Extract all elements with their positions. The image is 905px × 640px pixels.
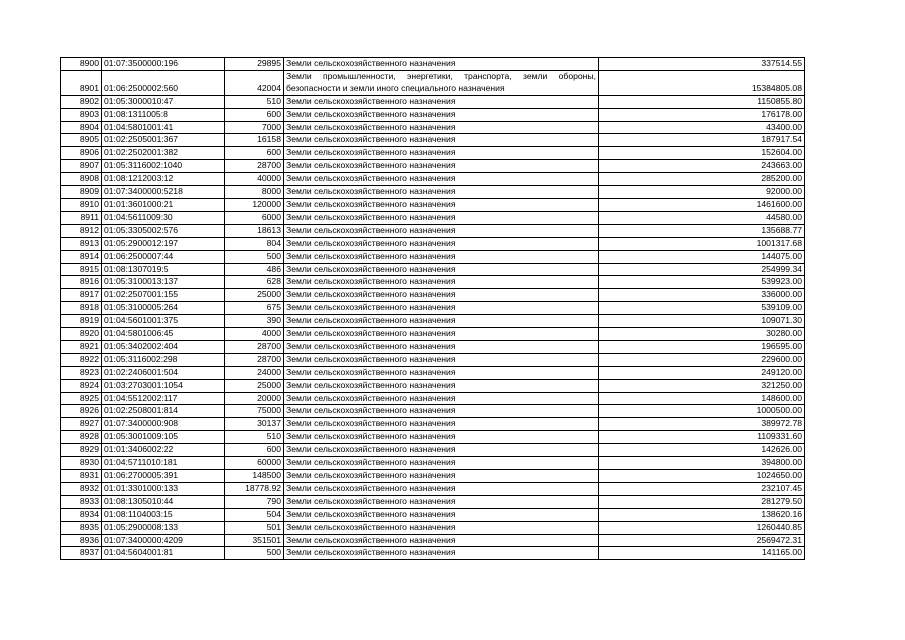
area-cell: 18778.92	[225, 482, 284, 495]
area-cell: 18613	[225, 224, 284, 237]
table-row	[61, 328, 805, 341]
table-row	[61, 495, 805, 508]
land-category-cell: Земли сельскохозяйственного назначения	[284, 495, 599, 508]
area-cell: 390	[225, 315, 284, 328]
cadastral-number-cell: 01:05:3402002:404	[102, 340, 225, 353]
table-body	[61, 58, 805, 560]
row-number-cell: 8936	[61, 534, 102, 547]
area-cell: 30137	[225, 418, 284, 431]
area-cell: 29895	[225, 58, 284, 71]
area-cell: 500	[225, 250, 284, 263]
cadastral-number-cell: 01:02:2508001:814	[102, 405, 225, 418]
row-number-cell: 8937	[61, 547, 102, 560]
cadastral-number-cell: 01:04:5801006:45	[102, 328, 225, 341]
row-number-cell: 8900	[61, 58, 102, 71]
land-category-cell: Земли сельскохозяйственного назначения	[284, 379, 599, 392]
land-category-cell: Земли сельскохозяйственного назначения	[284, 160, 599, 173]
cadastral-value-cell: 232107.45	[599, 482, 805, 495]
area-cell: 28700	[225, 160, 284, 173]
land-category-cell: Земли сельскохозяйственного назначения	[284, 353, 599, 366]
cadastral-number-cell: 01:05:3100005:264	[102, 302, 225, 315]
area-cell: 351501	[225, 534, 284, 547]
row-number-cell: 8932	[61, 482, 102, 495]
cadastral-number-cell: 01:05:3000010:47	[102, 95, 225, 108]
row-number-cell: 8913	[61, 237, 102, 250]
cadastral-number-cell: 01:01:3601000:21	[102, 198, 225, 211]
area-cell: 24000	[225, 366, 284, 379]
cadastral-value-cell: 138620.16	[599, 508, 805, 521]
cadastral-value-cell: 254999.34	[599, 263, 805, 276]
row-number-cell: 8927	[61, 418, 102, 431]
table-row	[61, 95, 805, 108]
area-cell: 510	[225, 95, 284, 108]
table-row	[61, 276, 805, 289]
land-category-cell: Земли сельскохозяйственного назначения	[284, 470, 599, 483]
cadastral-value-cell: 1001317.68	[599, 237, 805, 250]
land-category-cell: Земли сельскохозяйственного назначения	[284, 392, 599, 405]
cadastral-value-cell: 336000.00	[599, 289, 805, 302]
table-row	[61, 547, 805, 560]
area-cell: 486	[225, 263, 284, 276]
cadastral-value-cell: 148600.00	[599, 392, 805, 405]
cadastral-number-cell: 01:06:2700005:391	[102, 470, 225, 483]
land-category-cell: Земли сельскохозяйственного назначения	[284, 302, 599, 315]
area-cell: 60000	[225, 457, 284, 470]
cadastral-value-cell: 109071.30	[599, 315, 805, 328]
area-cell: 6000	[225, 211, 284, 224]
cadastral-number-cell: 01:05:3116002:298	[102, 353, 225, 366]
cadastral-number-cell: 01:04:5604001:81	[102, 547, 225, 560]
row-number-cell: 8924	[61, 379, 102, 392]
land-category-cell: Земли сельскохозяйственного назначения	[284, 95, 599, 108]
row-number-cell: 8911	[61, 211, 102, 224]
cadastral-number-cell: 01:05:3305002:576	[102, 224, 225, 237]
table-row	[61, 534, 805, 547]
table-row	[61, 405, 805, 418]
land-category-cell: Земли сельскохозяйственного назначения	[284, 315, 599, 328]
table-row	[61, 108, 805, 121]
land-category-cell: Земли сельскохозяйственного назначения	[284, 405, 599, 418]
cadastral-number-cell: 01:02:2406001:504	[102, 366, 225, 379]
area-cell: 25000	[225, 379, 284, 392]
area-cell: 8000	[225, 186, 284, 199]
area-cell: 75000	[225, 405, 284, 418]
table-row	[61, 147, 805, 160]
cadastral-value-cell: 249120.00	[599, 366, 805, 379]
land-category-cell: Земли сельскохозяйственного назначения	[284, 340, 599, 353]
cadastral-value-cell: 1461600.00	[599, 198, 805, 211]
area-cell: 7000	[225, 121, 284, 134]
table-row	[61, 353, 805, 366]
cadastral-value-cell: 1150855.80	[599, 95, 805, 108]
table-row	[61, 482, 805, 495]
cadastral-number-cell: 01:08:1311005:8	[102, 108, 225, 121]
cadastral-value-cell: 142626.00	[599, 444, 805, 457]
table-row	[61, 315, 805, 328]
table-row	[61, 418, 805, 431]
row-number-cell: 8930	[61, 457, 102, 470]
row-number-cell: 8908	[61, 173, 102, 186]
cadastral-value-cell: 2569472.31	[599, 534, 805, 547]
table-row	[61, 134, 805, 147]
land-category-cell: Земли сельскохозяйственного назначения	[284, 198, 599, 211]
table-row	[61, 186, 805, 199]
table-row	[61, 70, 805, 95]
row-number-cell: 8923	[61, 366, 102, 379]
cadastral-value-cell: 539109.00	[599, 302, 805, 315]
row-number-cell: 8920	[61, 328, 102, 341]
cadastral-number-cell: 01:04:5512002:117	[102, 392, 225, 405]
cadastral-number-cell: 01:01:3406002:22	[102, 444, 225, 457]
area-cell: 20000	[225, 392, 284, 405]
row-number-cell: 8928	[61, 431, 102, 444]
land-category-cell: Земли сельскохозяйственного назначения	[284, 224, 599, 237]
row-number-cell: 8925	[61, 392, 102, 405]
land-plots-table	[60, 57, 805, 560]
cadastral-value-cell: 389972.78	[599, 418, 805, 431]
cadastral-value-cell: 141165.00	[599, 547, 805, 560]
area-cell: 28700	[225, 353, 284, 366]
table-row	[61, 58, 805, 71]
land-category-cell: Земли сельскохозяйственного назначения	[284, 237, 599, 250]
cadastral-value-cell: 539923.00	[599, 276, 805, 289]
land-category-cell: Земли сельскохозяйственного назначения	[284, 328, 599, 341]
cadastral-number-cell: 01:08:1212003:12	[102, 173, 225, 186]
cadastral-value-cell: 15384805.08	[599, 70, 805, 95]
cadastral-number-cell: 01:05:2900008:133	[102, 521, 225, 534]
area-cell: 25000	[225, 289, 284, 302]
land-category-cell: Земли сельскохозяйственного назначения	[284, 534, 599, 547]
row-number-cell: 8933	[61, 495, 102, 508]
land-category-cell: Земли сельскохозяйственного назначения	[284, 457, 599, 470]
land-category-cell: Земли сельскохозяйственного назначения	[284, 58, 599, 71]
land-category-cell: Земли сельскохозяйственного назначения	[284, 250, 599, 263]
cadastral-value-cell: 144075.00	[599, 250, 805, 263]
cadastral-number-cell: 01:02:2507001:155	[102, 289, 225, 302]
table-row	[61, 521, 805, 534]
cadastral-number-cell: 01:02:2502001:382	[102, 147, 225, 160]
row-number-cell: 8914	[61, 250, 102, 263]
land-category-cell: Земли сельскохозяйственного назначения	[284, 173, 599, 186]
cadastral-number-cell: 01:04:5801001:41	[102, 121, 225, 134]
area-cell: 600	[225, 147, 284, 160]
cadastral-value-cell: 1000500.00	[599, 405, 805, 418]
table-row	[61, 508, 805, 521]
row-number-cell: 8905	[61, 134, 102, 147]
cadastral-number-cell: 01:02:2505001:367	[102, 134, 225, 147]
land-category-cell: Земли сельскохозяйственного назначения	[284, 121, 599, 134]
table-row	[61, 250, 805, 263]
row-number-cell: 8907	[61, 160, 102, 173]
cadastral-value-cell: 321250.00	[599, 379, 805, 392]
cadastral-value-cell: 92000.00	[599, 186, 805, 199]
row-number-cell: 8906	[61, 147, 102, 160]
table-row	[61, 198, 805, 211]
row-number-cell: 8926	[61, 405, 102, 418]
land-category-cell: Земли сельскохозяйственного назначения	[284, 134, 599, 147]
cadastral-value-cell: 285200.00	[599, 173, 805, 186]
land-category-cell: Земли промышленности, энергетики, транспорта, земли обороны, безопасности и земли иного специального назначения	[284, 70, 599, 95]
cadastral-number-cell: 01:07:3400000:908	[102, 418, 225, 431]
cadastral-number-cell: 01:08:1305010:44	[102, 495, 225, 508]
cadastral-value-cell: 187917.54	[599, 134, 805, 147]
table-row	[61, 237, 805, 250]
cadastral-value-cell: 43400.00	[599, 121, 805, 134]
cadastral-number-cell: 01:04:5601001:375	[102, 315, 225, 328]
land-category-cell: Земли сельскохозяйственного назначения	[284, 263, 599, 276]
table-row	[61, 289, 805, 302]
row-number-cell: 8921	[61, 340, 102, 353]
row-number-cell: 8901	[61, 70, 102, 95]
cadastral-value-cell: 1260440.85	[599, 521, 805, 534]
land-category-cell: Земли сельскохозяйственного назначения	[284, 418, 599, 431]
cadastral-value-cell: 152604.00	[599, 147, 805, 160]
area-cell: 804	[225, 237, 284, 250]
area-cell: 600	[225, 444, 284, 457]
land-category-cell: Земли сельскохозяйственного назначения	[284, 547, 599, 560]
row-number-cell: 8909	[61, 186, 102, 199]
row-number-cell: 8929	[61, 444, 102, 457]
row-number-cell: 8917	[61, 289, 102, 302]
cadastral-value-cell: 337514.55	[599, 58, 805, 71]
cadastral-number-cell: 01:05:2900012:197	[102, 237, 225, 250]
row-number-cell: 8919	[61, 315, 102, 328]
row-number-cell: 8915	[61, 263, 102, 276]
table-row	[61, 173, 805, 186]
table-row	[61, 263, 805, 276]
area-cell: 120000	[225, 198, 284, 211]
land-category-cell: Земли сельскохозяйственного назначения	[284, 366, 599, 379]
cadastral-number-cell: 01:04:5711010:181	[102, 457, 225, 470]
area-cell: 28700	[225, 340, 284, 353]
row-number-cell: 8931	[61, 470, 102, 483]
cadastral-number-cell: 01:05:3001009:105	[102, 431, 225, 444]
cadastral-number-cell: 01:05:3116002:1040	[102, 160, 225, 173]
row-number-cell: 8916	[61, 276, 102, 289]
table-row	[61, 379, 805, 392]
row-number-cell: 8934	[61, 508, 102, 521]
area-cell: 42004	[225, 70, 284, 95]
land-category-cell: Земли сельскохозяйственного назначения	[284, 508, 599, 521]
cadastral-number-cell: 01:03:2703001:1054	[102, 379, 225, 392]
row-number-cell: 8903	[61, 108, 102, 121]
cadastral-number-cell: 01:06:2500007:44	[102, 250, 225, 263]
cadastral-number-cell: 01:05:3100013:137	[102, 276, 225, 289]
table-row	[61, 160, 805, 173]
table-row	[61, 340, 805, 353]
row-number-cell: 8902	[61, 95, 102, 108]
table-row	[61, 302, 805, 315]
area-cell: 510	[225, 431, 284, 444]
land-category-cell: Земли сельскохозяйственного назначения	[284, 521, 599, 534]
table-row	[61, 392, 805, 405]
cadastral-value-cell: 44580.00	[599, 211, 805, 224]
row-number-cell: 8912	[61, 224, 102, 237]
area-cell: 4000	[225, 328, 284, 341]
land-category-cell: Земли сельскохозяйственного назначения	[284, 431, 599, 444]
cadastral-number-cell: 01:08:1104003:15	[102, 508, 225, 521]
land-category-cell: Земли сельскохозяйственного назначения	[284, 186, 599, 199]
area-cell: 16158	[225, 134, 284, 147]
cadastral-number-cell: 01:07:3400000:5218	[102, 186, 225, 199]
cadastral-number-cell: 01:01:3301000:133	[102, 482, 225, 495]
land-category-cell: Земли сельскохозяйственного назначения	[284, 211, 599, 224]
row-number-cell: 8935	[61, 521, 102, 534]
cadastral-value-cell: 30280.00	[599, 328, 805, 341]
cadastral-number-cell: 01:07:3500000:196	[102, 58, 225, 71]
area-cell: 675	[225, 302, 284, 315]
table-row	[61, 224, 805, 237]
land-category-cell: Земли сельскохозяйственного назначения	[284, 444, 599, 457]
table-row	[61, 444, 805, 457]
table-row	[61, 457, 805, 470]
area-cell: 790	[225, 495, 284, 508]
land-category-cell: Земли сельскохозяйственного назначения	[284, 289, 599, 302]
row-number-cell: 8904	[61, 121, 102, 134]
cadastral-number-cell: 01:08:1307019:5	[102, 263, 225, 276]
row-number-cell: 8910	[61, 198, 102, 211]
table-row	[61, 470, 805, 483]
area-cell: 504	[225, 508, 284, 521]
cadastral-value-cell: 196595.00	[599, 340, 805, 353]
land-category-cell: Земли сельскохозяйственного назначения	[284, 108, 599, 121]
cadastral-number-cell: 01:06:2500002:560	[102, 70, 225, 95]
cadastral-value-cell: 243663.00	[599, 160, 805, 173]
table-row	[61, 431, 805, 444]
cadastral-value-cell: 229600.00	[599, 353, 805, 366]
cadastral-value-cell: 135688.77	[599, 224, 805, 237]
land-category-cell: Земли сельскохозяйственного назначения	[284, 147, 599, 160]
area-cell: 628	[225, 276, 284, 289]
cadastral-value-cell: 1024650.00	[599, 470, 805, 483]
cadastral-value-cell: 1109331.60	[599, 431, 805, 444]
area-cell: 148500	[225, 470, 284, 483]
area-cell: 40000	[225, 173, 284, 186]
area-cell: 501	[225, 521, 284, 534]
cadastral-number-cell: 01:07:3400000:4209	[102, 534, 225, 547]
row-number-cell: 8922	[61, 353, 102, 366]
table-row	[61, 121, 805, 134]
area-cell: 600	[225, 108, 284, 121]
cadastral-number-cell: 01:04:5611009:30	[102, 211, 225, 224]
cadastral-value-cell: 281279.50	[599, 495, 805, 508]
land-category-cell: Земли сельскохозяйственного назначения	[284, 276, 599, 289]
area-cell: 500	[225, 547, 284, 560]
row-number-cell: 8918	[61, 302, 102, 315]
table-row	[61, 366, 805, 379]
land-category-cell: Земли сельскохозяйственного назначения	[284, 482, 599, 495]
cadastral-value-cell: 176178.00	[599, 108, 805, 121]
cadastral-value-cell: 394800.00	[599, 457, 805, 470]
table-row	[61, 211, 805, 224]
